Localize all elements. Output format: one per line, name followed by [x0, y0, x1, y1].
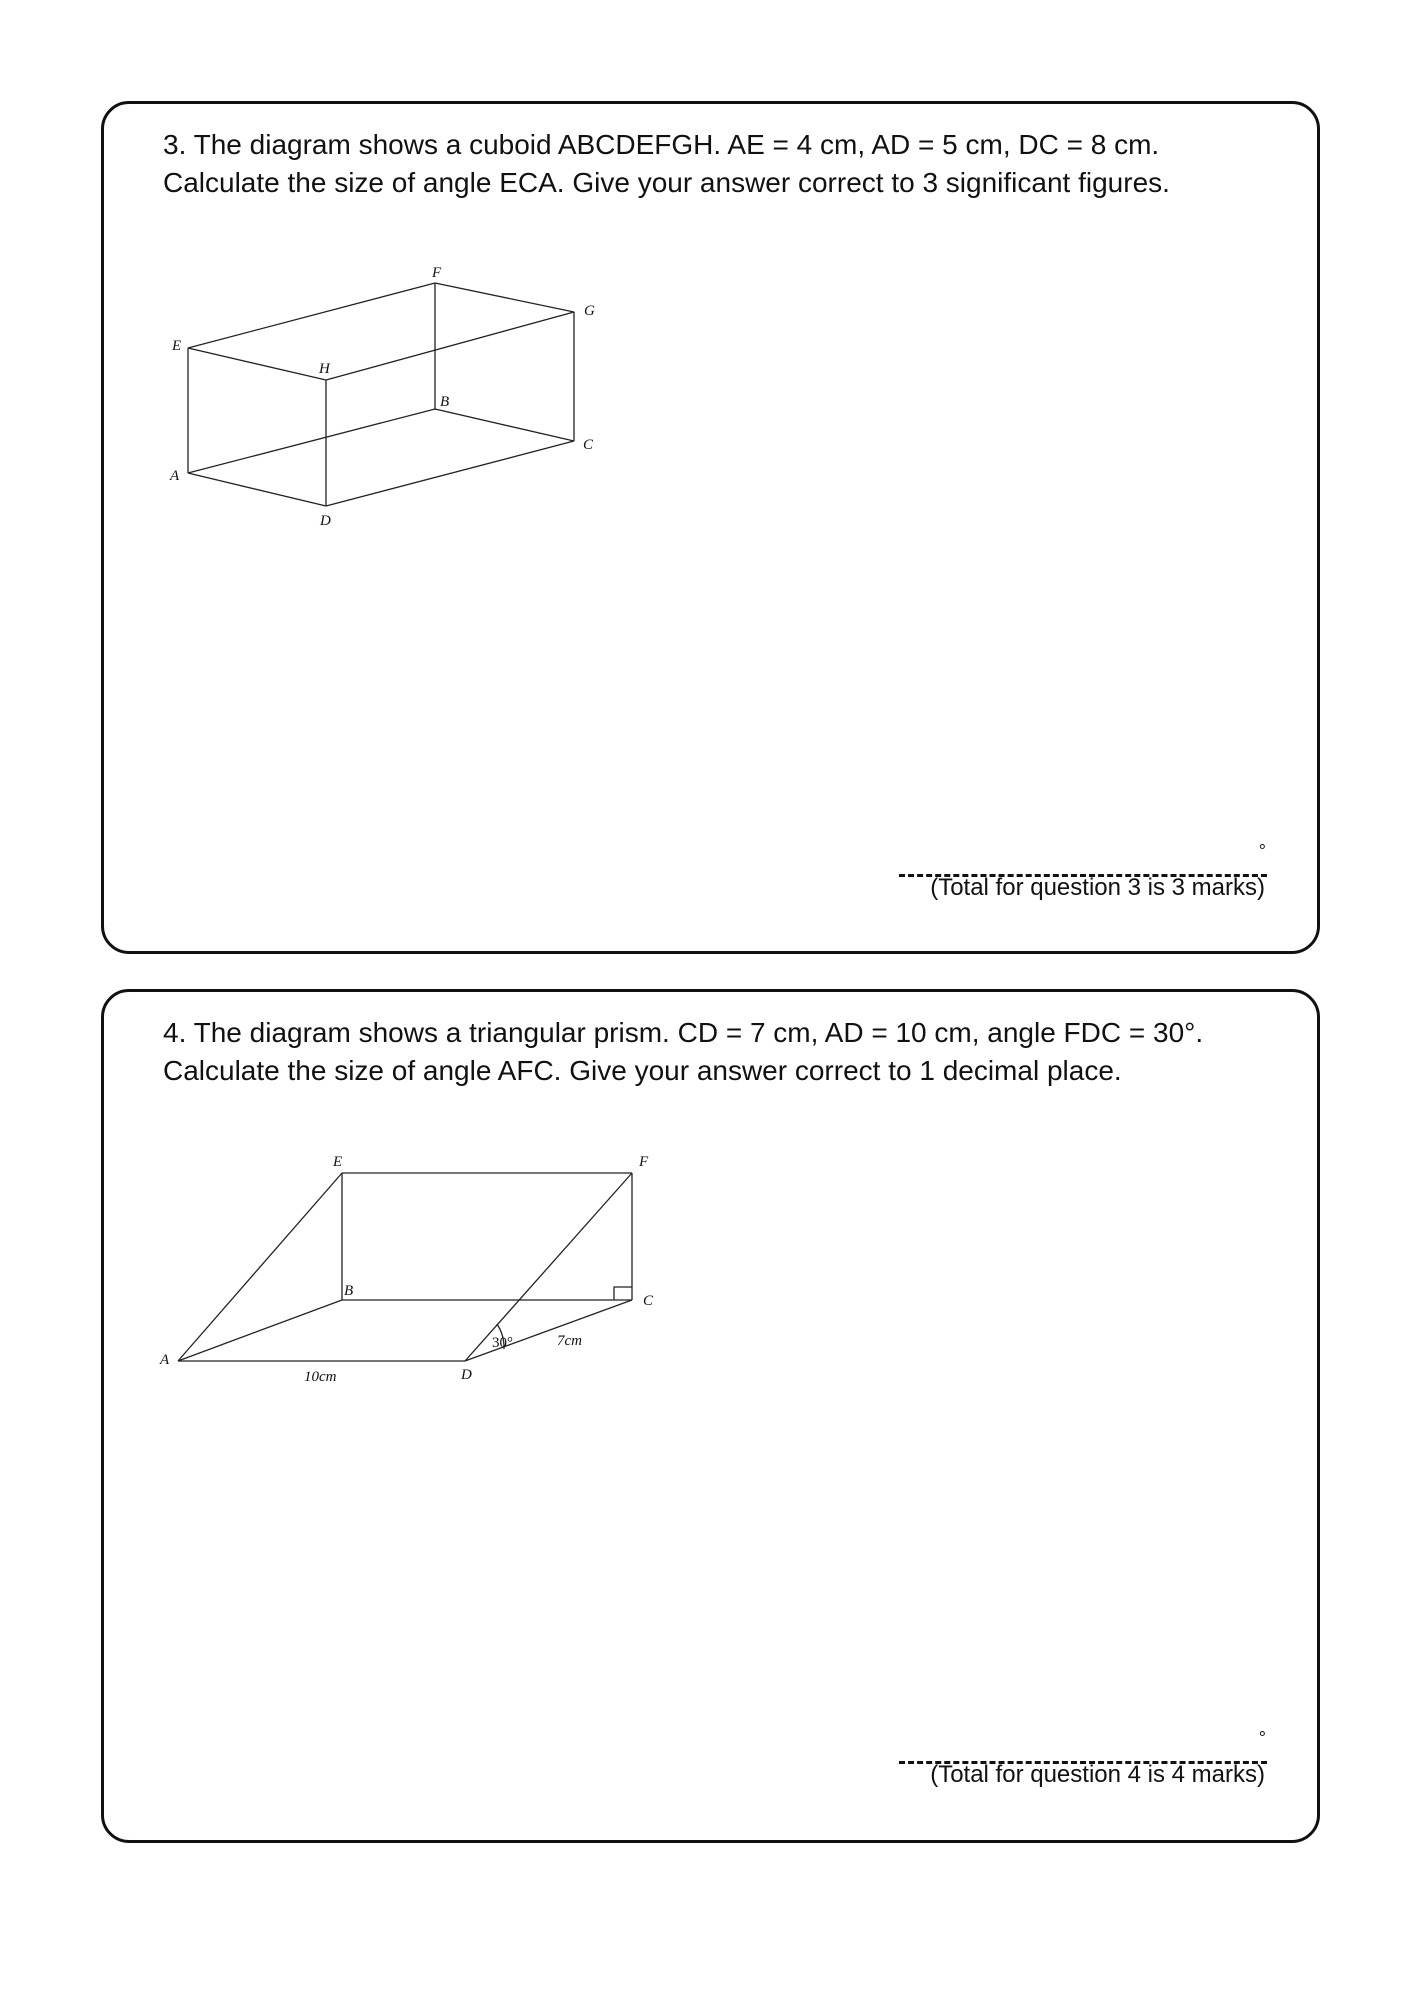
edge-gf: [435, 283, 574, 312]
angle-label-30: 30°: [492, 1335, 513, 1351]
cuboid-edges: [188, 283, 574, 506]
label-b: B: [440, 394, 450, 410]
label-e: E: [172, 338, 182, 354]
question-3-line-1: 3. The diagram shows a cuboid ABCDEFGH. AE = 4 cm, AD = 5 cm, DC = 8 cm.: [163, 129, 1160, 160]
edge-fe: [188, 283, 435, 348]
length-label-ad: 10cm: [304, 1369, 337, 1385]
edge-eh: [188, 348, 326, 380]
answer-degree-symbol: °: [1258, 1728, 1266, 1748]
edge-cb: [435, 409, 574, 441]
label-e: E: [333, 1154, 343, 1170]
label-d: D: [461, 1367, 472, 1383]
question-4-box: [101, 989, 1320, 1843]
triangular-prism-diagram: [104, 992, 1317, 1840]
label-f: F: [432, 265, 442, 281]
edge-dc: [326, 441, 574, 506]
edge-ab: [178, 1300, 342, 1361]
right-angle-marker: [614, 1287, 632, 1300]
question-4-line-1: 4. The diagram shows a triangular prism. CD = 7 cm, AD = 10 cm, angle FDC = 30°.: [163, 1017, 1204, 1048]
question-4-line-2: Calculate the size of angle AFC. Give your answer correct to 1 decimal place.: [163, 1055, 1122, 1086]
label-g: G: [584, 303, 595, 319]
label-c: C: [583, 437, 594, 453]
edge-df: [465, 1173, 632, 1361]
question-3-line-2: Calculate the size of angle ECA. Give your answer correct to 3 significant figures.: [163, 167, 1170, 198]
label-h: H: [319, 361, 330, 377]
label-a: A: [170, 468, 180, 484]
answer-degree-symbol: °: [1258, 841, 1266, 861]
edge-hg: [326, 312, 574, 380]
label-c: C: [643, 1293, 654, 1309]
edge-ad: [188, 473, 326, 506]
cuboid-diagram: [104, 104, 1317, 951]
label-b: B: [344, 1283, 354, 1299]
question-3-box: [101, 101, 1320, 954]
edge-ba: [188, 409, 435, 473]
length-label-cd: 7cm: [557, 1333, 582, 1349]
label-f: F: [639, 1154, 649, 1170]
edge-dc: [465, 1300, 632, 1361]
marks-total: (Total for question 4 is 4 marks): [930, 1761, 1265, 1788]
edge-ae: [178, 1173, 342, 1361]
label-a: A: [160, 1352, 170, 1368]
marks-total: (Total for question 3 is 3 marks): [930, 874, 1265, 901]
label-d: D: [320, 513, 331, 529]
